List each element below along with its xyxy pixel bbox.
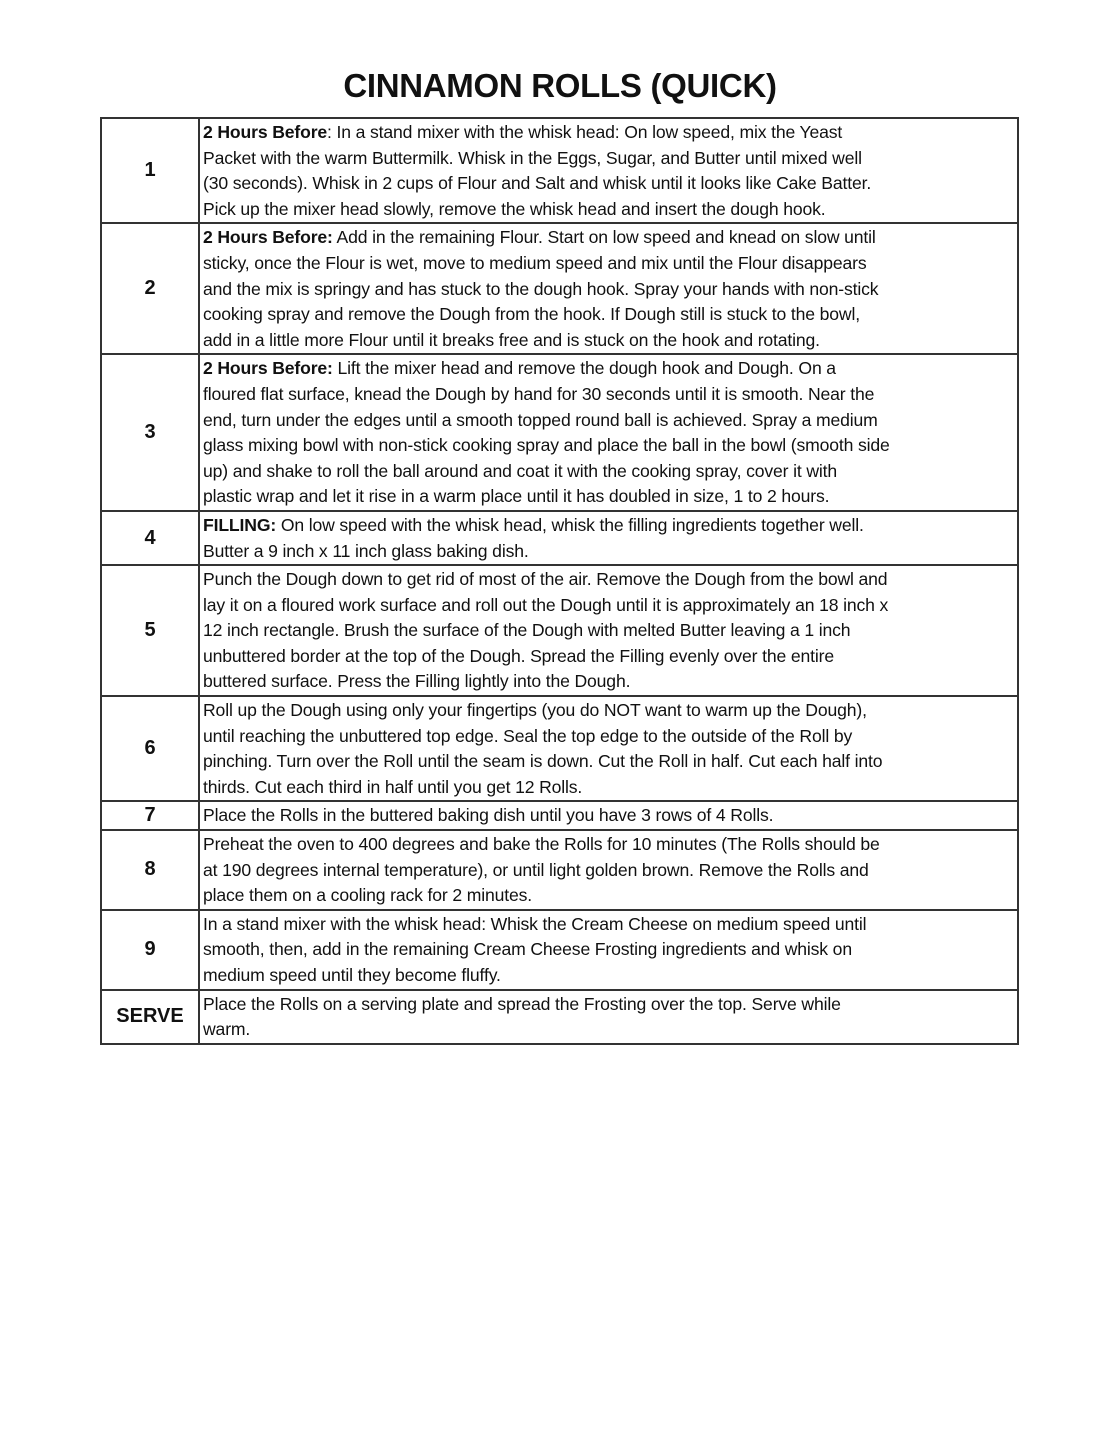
instruction-line: cooking spray and remove the Dough from the hook. If Dough still is stuck to the bowl, — [203, 304, 860, 325]
step-instructions — [199, 910, 1018, 990]
instruction-line: lay it on a floured work surface and roll out the Dough until it is approximately an 18 inch x — [203, 594, 889, 615]
instruction-line: 12 inch rectangle. Brush the surface of the Dough with melted Butter leaving a 1 inch — [203, 620, 851, 641]
instruction-line: Preheat the oven to 400 degrees and bake the Rolls for 10 minutes (The Rolls should be — [203, 834, 880, 855]
instruction-line: unbuttered border at the top of the Dough. Spread the Filling evenly over the entire — [203, 645, 834, 666]
step-row — [101, 910, 1018, 990]
instruction-line — [203, 356, 1017, 382]
step-instructions — [199, 354, 1018, 511]
lead-separator: : — [327, 122, 332, 142]
step-row — [101, 118, 1018, 223]
instruction-line — [203, 120, 1017, 146]
instruction-text: Add in the remaining Flour. Start on low speed and knead on slow until — [332, 227, 876, 248]
instruction-line: Pick up the mixer head slowly, remove the whisk head and insert the dough hook. — [203, 198, 826, 219]
instruction-line: Place the Rolls in the buttered baking dish until you have 3 rows of 4 Rolls. — [203, 805, 774, 826]
step-row — [101, 990, 1018, 1044]
instruction-line: end, turn under the edges until a smooth topped round ball is achieved. Spray a medium — [203, 409, 878, 430]
step-lead-label: 2 Hours Before — [203, 122, 328, 142]
step-row — [101, 565, 1018, 696]
step-row — [101, 354, 1018, 511]
step-lead-label: FILLING: — [203, 514, 277, 535]
step-row — [101, 696, 1018, 801]
instruction-line: Roll up the Dough using only your fingertips (you do NOT want to warm up the Dough), — [203, 700, 867, 721]
instruction-line: sticky, once the Flour is wet, move to medium speed and mix until the Flour disappears — [203, 252, 867, 273]
step-instructions — [199, 511, 1018, 565]
instruction-line: at 190 degrees internal temperature), or until light golden brown. Remove the Rolls and — [203, 859, 869, 880]
instruction-text: On low speed with the whisk head, whisk the filling ingredients together well. — [276, 514, 864, 535]
step-row — [101, 801, 1018, 830]
step-lead-label: 2 Hours Before: — [203, 358, 333, 379]
step-number: 9 — [101, 910, 199, 990]
instruction-text: Lift the mixer head and remove the dough hook and Dough. On a — [332, 358, 836, 379]
instruction-line — [203, 513, 1017, 539]
instruction-line: Place the Rolls on a serving plate and spread the Frosting over the top. Serve while — [203, 993, 841, 1014]
instruction-line: Packet with the warm Buttermilk. Whisk in the Eggs, Sugar, and Butter until mixed well — [203, 147, 862, 168]
step-number: 4 — [101, 511, 199, 565]
step-instructions — [199, 118, 1018, 223]
instruction-line: warm. — [203, 1019, 251, 1040]
instruction-line: (30 seconds). Whisk in 2 cups of Flour and Salt and whisk until it looks like Cake Batter. — [203, 173, 872, 194]
step-number: 6 — [101, 696, 199, 801]
instruction-line: up) and shake to roll the ball around and coat it with the cooking spray, cover it with — [203, 460, 838, 481]
step-instructions — [199, 565, 1018, 696]
instruction-text: In a stand mixer with the whisk head: On low speed, mix the Yeast — [331, 122, 843, 142]
instruction-line: until reaching the unbuttered top edge. Seal the top edge to the outside of the Roll by — [203, 725, 853, 746]
instruction-line: thirds. Cut each third in half until you get 12 Rolls. — [203, 776, 583, 797]
instruction-line: add in a little more Flour until it breaks free and is stuck on the hook and rotating. — [203, 329, 820, 350]
step-number: 5 — [101, 565, 199, 696]
instruction-line: In a stand mixer with the whisk head: Whisk the Cream Cheese on medium speed until — [203, 913, 867, 934]
instruction-line: glass mixing bowl with non-stick cooking spray and place the ball in the bowl (smooth side — [203, 435, 890, 456]
instruction-line: smooth, then, add in the remaining Cream Cheese Frosting ingredients and whisk on — [203, 939, 852, 960]
instruction-line: pinching. Turn over the Roll until the seam is down. Cut the Roll in half. Cut each half into — [203, 751, 883, 772]
step-number: 3 — [101, 354, 199, 511]
recipe-steps-table — [100, 117, 1019, 1045]
recipe-title: CINNAMON ROLLS (QUICK) — [343, 67, 777, 104]
instruction-line — [203, 225, 1017, 251]
instruction-line: Punch the Dough down to get rid of most of the air. Remove the Dough from the bowl and — [203, 569, 888, 590]
instruction-line: buttered surface. Press the Filling lightly into the Dough. — [203, 671, 631, 692]
step-number: 8 — [101, 830, 199, 910]
step-instructions — [199, 696, 1018, 801]
step-instructions — [199, 990, 1018, 1044]
step-instructions — [199, 830, 1018, 910]
step-instructions — [199, 223, 1018, 354]
step-number: 7 — [101, 801, 199, 830]
instruction-line: floured flat surface, knead the Dough by hand for 30 seconds until it is smooth. Near the — [203, 383, 875, 404]
steps-body — [101, 118, 1018, 1044]
step-row — [101, 511, 1018, 565]
step-number: 1 — [101, 118, 199, 223]
step-number: SERVE — [101, 990, 199, 1044]
instruction-line: plastic wrap and let it rise in a warm place until it has doubled in size, 1 to 2 hours. — [203, 486, 830, 507]
step-lead-label: 2 Hours Before: — [203, 227, 333, 248]
instruction-line: and the mix is springy and has stuck to the dough hook. Spray your hands with non-stick — [203, 278, 879, 299]
step-row — [101, 830, 1018, 910]
instruction-line: place them on a cooling rack for 2 minutes. — [203, 885, 532, 906]
instruction-line: medium speed until they become fluffy. — [203, 965, 501, 985]
step-row — [101, 223, 1018, 354]
step-instructions — [199, 801, 1018, 830]
step-number: 2 — [101, 223, 199, 354]
instruction-line: Butter a 9 inch x 11 inch glass baking dish. — [203, 540, 529, 561]
